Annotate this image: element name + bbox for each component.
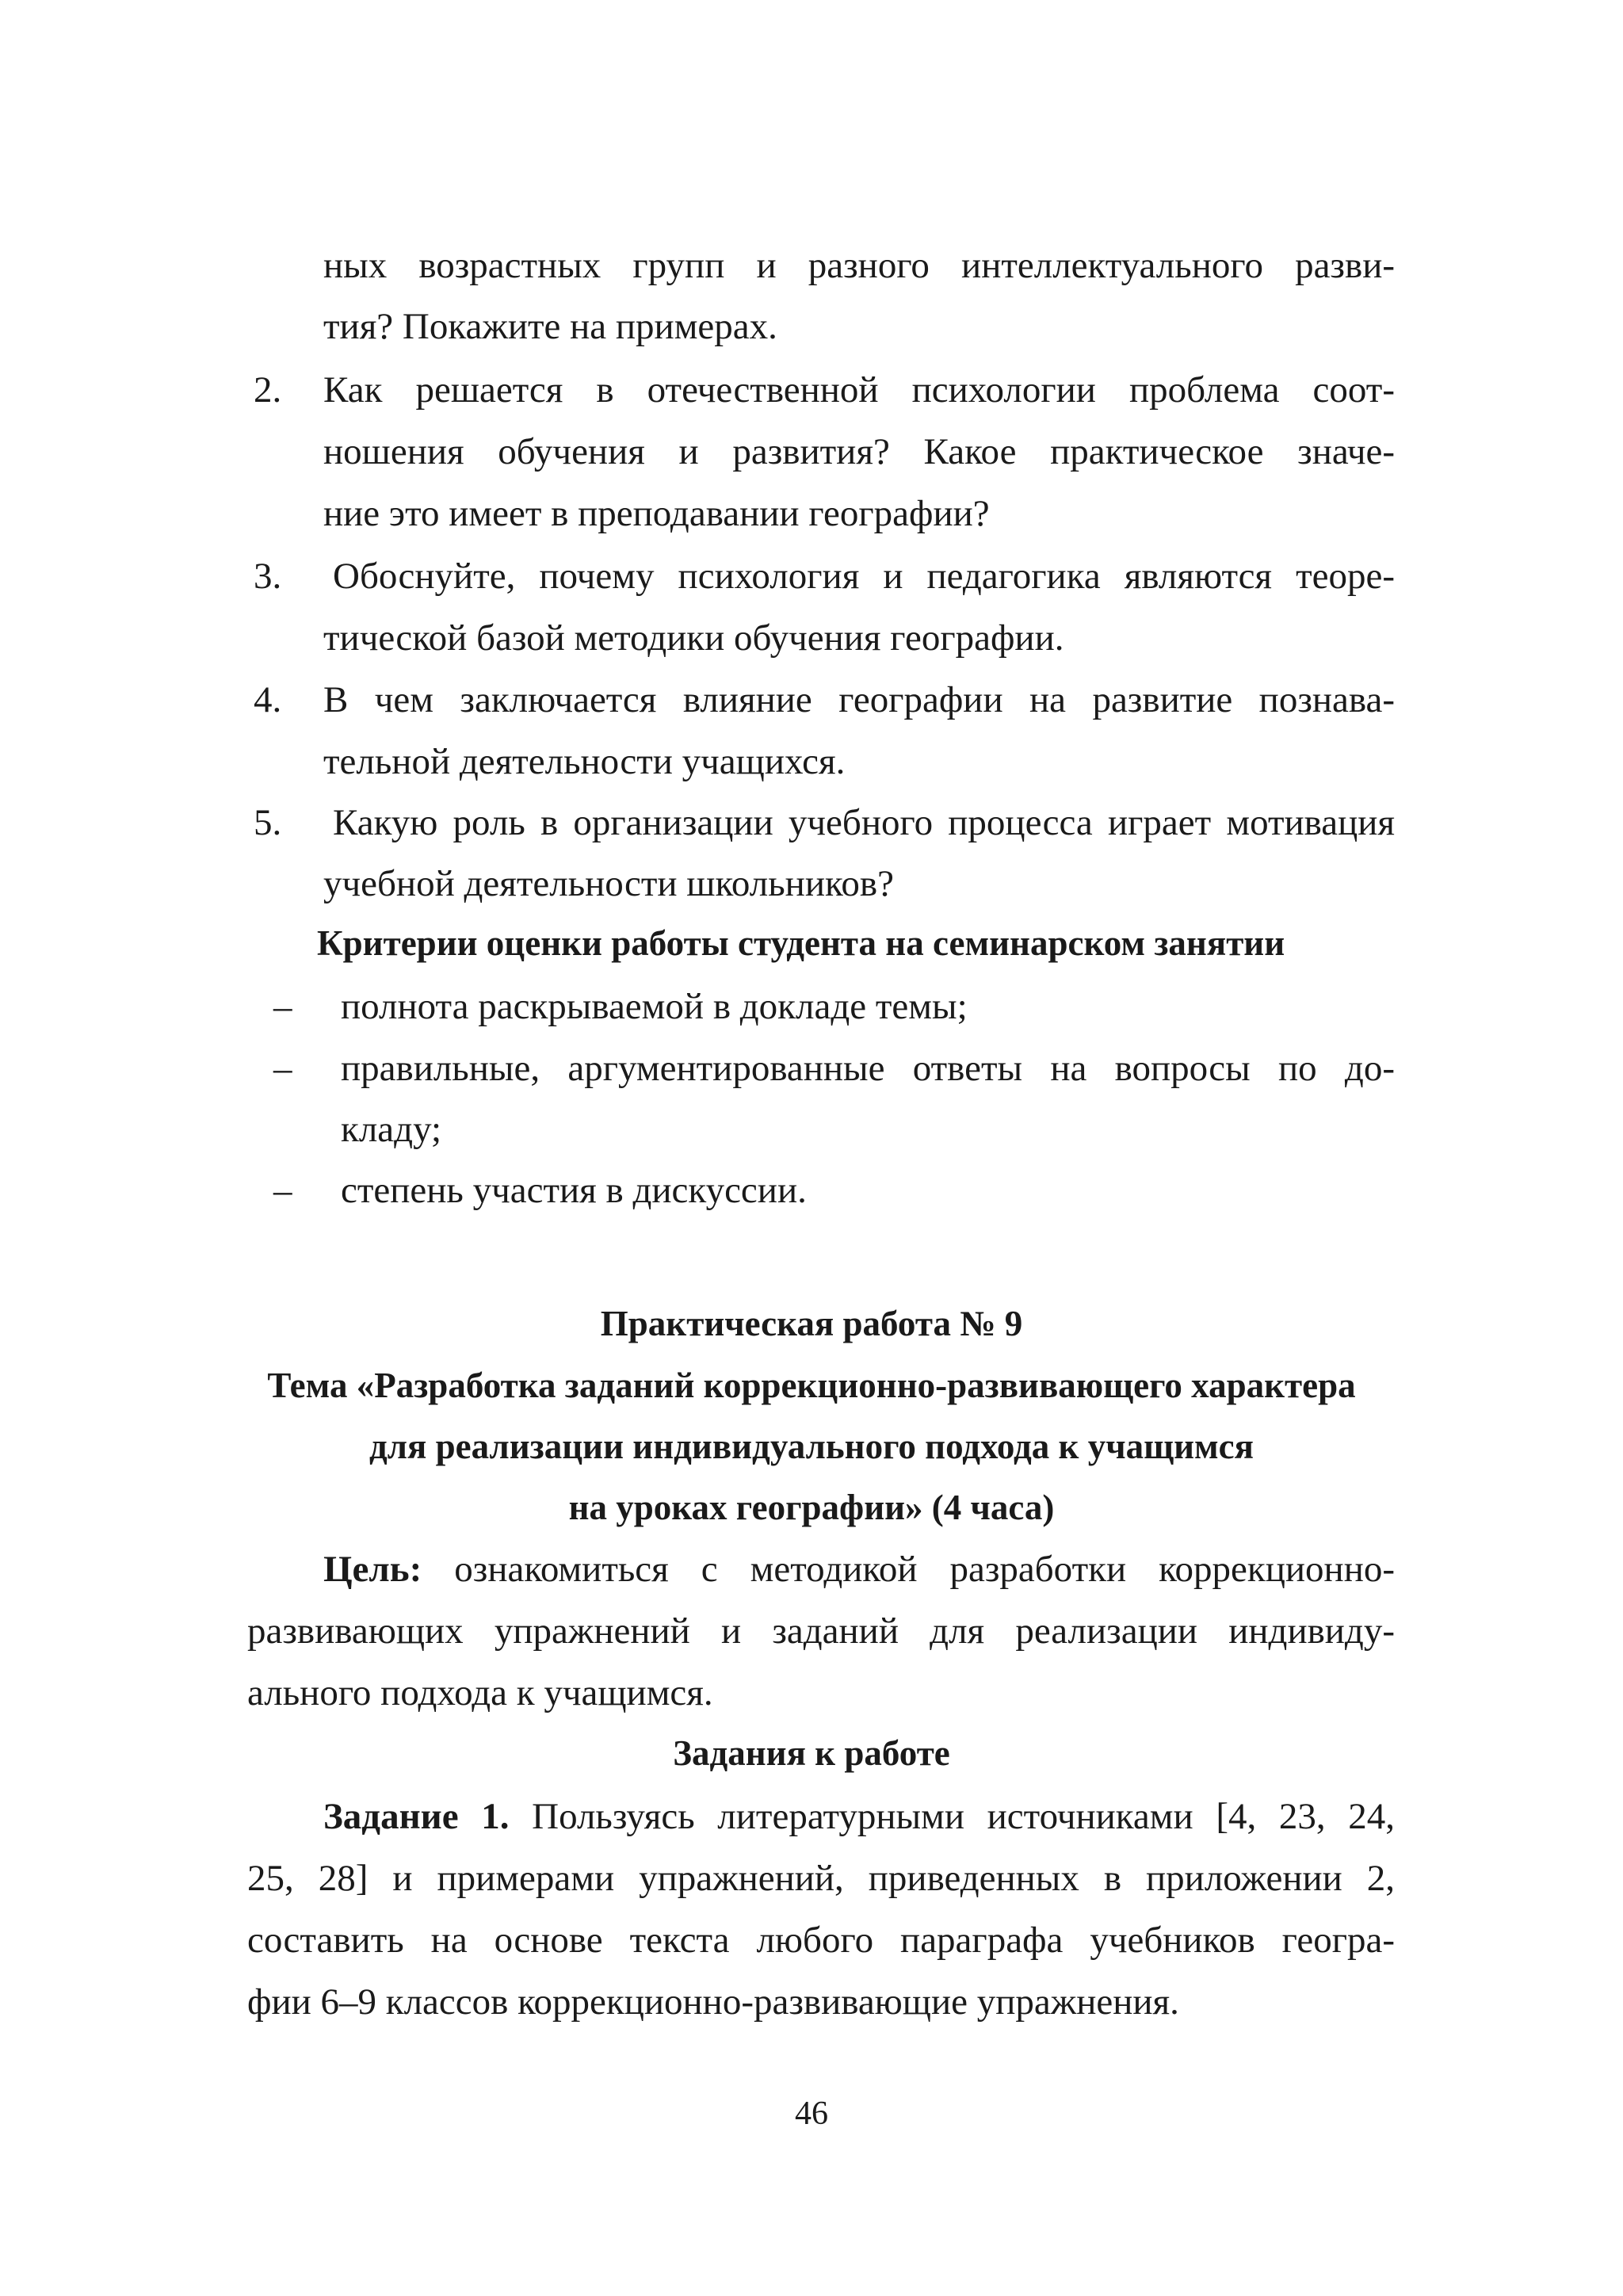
task-1-line-2: 25, 28] и примерами упражнений, приведенных в приложении 2,: [247, 1858, 1395, 1899]
goal-line-3: ального подхода к учащимся.: [247, 1672, 713, 1713]
criteria-bullet-2: –: [273, 1048, 292, 1089]
goal-line-2: развивающих упражнений и заданий для реализации индивиду-: [247, 1610, 1395, 1652]
criteria-bullet-1: –: [273, 986, 292, 1027]
question-1-continuation-line-2: тия? Покажите на примерах.: [323, 306, 777, 347]
task-1-line-3: составить на основе текста любого параграфа учебников геогра-: [247, 1920, 1395, 1961]
question-2-number: 2.: [254, 369, 282, 411]
question-5-line-1: Какую роль в организации учебного процесса играет мотивация: [333, 802, 1395, 843]
criteria-item-3: степень участия в дискуссии.: [341, 1170, 807, 1211]
topic-line-3-hours: (4 часа): [922, 1488, 1055, 1527]
task-1-line-1: [323, 1793, 1395, 1840]
goal-label: Цель:: [323, 1549, 422, 1590]
criteria-bullet-3: –: [273, 1170, 292, 1211]
task-1-line-4: фии 6–9 классов коррекционно-развивающие упражнения.: [247, 1981, 1179, 2023]
page-number: 46: [795, 2095, 828, 2132]
goal-line-1: [323, 1545, 1395, 1593]
task-1-label: Задание 1.: [323, 1796, 510, 1837]
question-5-number: 5.: [254, 802, 282, 843]
criteria-heading: Критерии оценки работы студента на семинарском занятии: [317, 923, 1285, 963]
question-2-line-2: ношения обучения и развития? Какое практическое значе-: [323, 431, 1395, 472]
tasks-heading: Задания к работе: [673, 1733, 950, 1773]
task-1-text-start: Пользуясь литературными источниками [4, 23, 24,: [509, 1796, 1395, 1837]
question-4-line-2: тельной деятельности учащихся.: [323, 741, 846, 782]
question-3-number: 3.: [254, 556, 282, 597]
criteria-item-2-line-1: правильные, аргументированные ответы на вопросы по до-: [341, 1048, 1395, 1089]
question-4-line-1: В чем заключается влияние географии на развитие познава-: [323, 679, 1395, 720]
topic-line-3: [0, 1484, 1623, 1531]
criteria-item-2-line-2: кладу;: [341, 1109, 442, 1150]
topic-line-3-bold: на уроках географии»: [568, 1488, 923, 1527]
question-2-line-3: ние это имеет в преподавании географии?: [323, 493, 990, 534]
goal-text-start: ознакомиться с методикой разработки коррекционно-: [422, 1549, 1395, 1590]
question-5-line-2: учебной деятельности школьников?: [323, 863, 894, 904]
question-1-continuation-line-1: ных возрастных групп и разного интеллектуального разви-: [323, 245, 1395, 286]
topic-line-2: для реализации индивидуального подхода к учащимся: [369, 1427, 1254, 1466]
question-3-line-1: Обоснуйте, почему психология и педагогика являются теоре-: [333, 556, 1395, 597]
question-4-number: 4.: [254, 679, 282, 720]
criteria-item-1: полнота раскрываемой в докладе темы;: [341, 986, 968, 1027]
practical-work-title: Практическая работа № 9: [600, 1304, 1023, 1343]
question-2-line-1: Как решается в отечественной психологии проблема соот-: [323, 369, 1395, 411]
topic-line-1: Тема «Разработка заданий коррекционно-развивающего характера: [267, 1366, 1356, 1405]
question-3-line-2: тической базой методики обучения географии.: [323, 617, 1064, 659]
